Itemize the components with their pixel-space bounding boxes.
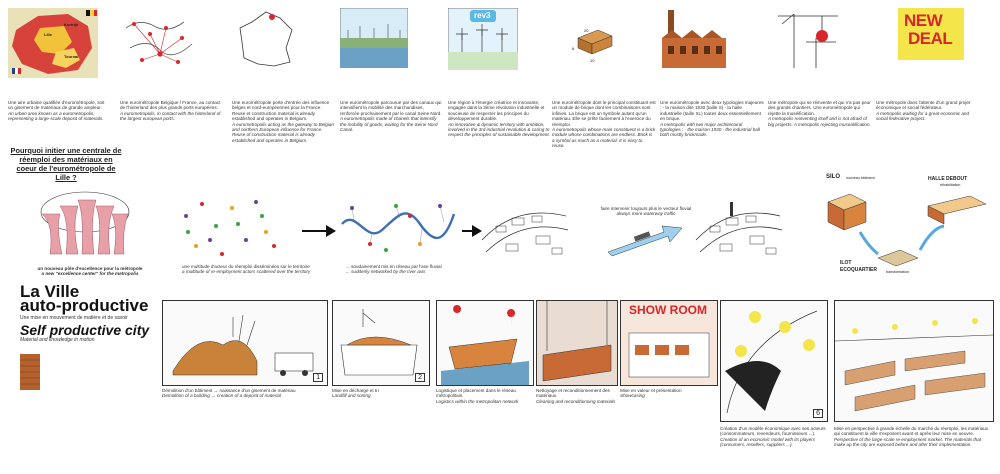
caption-7: Une eurométropole avec deux typologies majeures : - la maison dite 1930 (taille S) - la halle industrielle (taille XL) toutes deux essentiellement en brique. A metropolis with two major architectural typologies : - the maison 1930 - the industrial hall both mostly brickmade. xyxy=(660,100,764,138)
title-line2: auto-productive xyxy=(20,296,149,315)
new-deal-line1: NEW xyxy=(904,11,943,30)
title-sub-fr: Une mise en mouvement de matière et de savoir xyxy=(20,315,128,321)
step-7-caption: Mise en perspective à grande échelle du marché du réemploi, les matériaux qui constituent la ville s'exposent avant et après leur mise en oeuvre. Perspective of the large-scale re-employment market. The materials that make up the city are exposed before and after their implementation. xyxy=(834,426,989,448)
step-5-caption: Mise en valeur et présentation Showcasing xyxy=(620,388,682,399)
ports-network-tile xyxy=(120,8,200,78)
arrow-right-icon xyxy=(302,224,336,238)
rev3-tile xyxy=(448,8,518,70)
key-question: Pourquoi initier une centrale de réemploi des matériaux en coeur de l'eurométropole de Lille ? xyxy=(10,146,122,182)
caption-5: Une région à l'énergie créatrice et innovante, engagée dans la 3ème révolution industrielle et soucieuse de respecter les principes du développement durable. An innovative & dynamic territory with ambition, involved in the 3rd industrial revolution & caring to respect the principles of sustainable development. xyxy=(448,100,550,138)
caption-6: Une eurométropole dont le principal constituant est un module de brique dont les combinaisons sont infinies. La brique est un symbole autant qu'un matériau. Elle se prête facilement à l'exercice du réemploi. A eurometropolis whose main constituent is a brick module whose combinations are endless. Brick is a symbol as much as a material. It is easy to reuse. xyxy=(552,100,656,149)
rev3-logo: rev3 xyxy=(474,11,491,20)
step-4-cleaning-sketch xyxy=(536,300,618,386)
caption-2: Une eurométropole Belgique / France, au contact de l'hinterland des plus grands ports européens. A eurometropolis, in contact with the hinterland of the largest european ports. xyxy=(120,100,221,122)
new-deal-tile xyxy=(898,8,964,60)
hub-caption: un nouveau pôle d'excellence pour la métropole a new "excellence center" for the metropolis xyxy=(37,266,143,277)
step-2-number: 2 xyxy=(415,373,425,382)
step-3-caption: Logistique et placement dans le réseau métropolitain. Logistics within the metropolitan network xyxy=(436,388,519,404)
new-deal-line2: DEAL xyxy=(908,29,953,48)
step-2-landfill-sketch xyxy=(332,300,430,386)
ilot-label: ILOT xyxy=(840,260,852,266)
network-caption: ... soudainement mis en réseau par l'axe fluvial ... suddenly networked by the river axis xyxy=(346,264,442,275)
caption-4: Une eurométropole parcourue par des canaux qui intensifient la mobilité des marchandises, renforcée prochainement par le canal Seine Nord. A eurometropolis made of chanels that intensify the mobility of goods, waiting for the Seine Nord Canal. xyxy=(340,100,442,133)
silo-halle-ilot-sketch xyxy=(820,172,992,280)
brick-dim-10: 10 xyxy=(590,58,595,63)
map-label-kortrijk: Kortrijk xyxy=(64,22,79,27)
title-line1: La Ville xyxy=(20,282,80,301)
aerial-sketch-1 xyxy=(476,196,572,270)
france-map-tile xyxy=(236,8,296,70)
step-6-number: 6 xyxy=(813,409,823,418)
factory-tile xyxy=(660,8,728,70)
step-3-logistics-sketch xyxy=(436,300,534,386)
map-label-lille: Lille xyxy=(44,32,53,37)
title-en: Self productive city xyxy=(20,322,150,338)
map-label-tournai: Tournai xyxy=(64,54,79,59)
canal-tile xyxy=(340,8,408,68)
silo-label: SILO xyxy=(826,174,841,180)
step-7-perspective-sketch xyxy=(834,300,994,422)
step-1-caption: Démolition d'un bâtiment → naissance d'un gisement de matériau Demolition of a building → creation of a deposit of material xyxy=(162,388,296,399)
aerial-sketch-2 xyxy=(690,196,786,270)
scattered-caption: une multitude d'acteur du réemploi disséminées sur le territoire a multitude of re-employment actors scattered over the territory xyxy=(182,264,311,275)
brick-tower-icon xyxy=(18,352,42,392)
brick-dim-6: 6 xyxy=(572,46,575,51)
waterway-caption: faire intervenir toujours plus le vecteur fluvial always more waterway traffic xyxy=(600,206,692,217)
waterway-arrow-sketch xyxy=(604,218,684,258)
step-1-demolition-sketch xyxy=(162,300,328,386)
caption-3: Une eurométropole porte d'entrée des influence belges et nord-européennes pour la France. Reuse et construction material is already established and operates in Belgium. A eurometropolis acting as the gateway to Belgian and northern European influence for France. Reuse of construction material is already established and operates in Belgium. xyxy=(232,100,334,143)
brick-dim-20: 20 xyxy=(584,28,589,33)
river-network-diagram xyxy=(340,194,456,264)
crane-tile xyxy=(772,8,842,70)
step-2-caption: Mise en décharge et tri Landfill and sorting xyxy=(332,388,379,399)
step-1-number: 1 xyxy=(313,373,323,382)
step-6-caption: Création d'un modèle économique avec ses acteurs (consommateurs, revendeurs, fournisseurs ...). Creation of an economic model with its players (consumers, resellers, suppliers ...). xyxy=(720,426,826,448)
map-tile-eurometropole xyxy=(8,8,98,78)
caption-1: Une aire urbaine qualifiée d'eurométropole, soit un gisement de matériaux de grande ampleur. An urban area known as a eurometropolis, representing a large-scale deposit of materials. xyxy=(8,100,105,122)
caption-8: Une métropole qui se réinvente et qui n'a pas peur des grands chantiers. Une eurométropole qui rejette la muséification. A metropolis reinventing itself and is not afraid of big projects. A metropolis rejecting musealification. xyxy=(768,100,871,127)
step-5-showroom-sketch xyxy=(620,300,718,386)
title-sub-en: Material and knowledge in motion xyxy=(20,337,95,343)
ecoquartier-label: ECOQUARTIER xyxy=(840,267,877,273)
silo-sub: nouveau bâtiment xyxy=(846,176,875,180)
step-4-caption: Nettoyage et reconditionnement des matériaux. Cleaning and reconditionning materials xyxy=(536,388,616,404)
excellence-hub-sketch xyxy=(20,184,150,264)
scattered-actors-diagram xyxy=(176,196,286,262)
brick-tile xyxy=(570,8,618,66)
step-6-economic-model-sketch xyxy=(720,300,828,422)
halle-label: HALLE DEBOUT xyxy=(928,176,968,182)
caption-9: Une métropole dans l'attente d'un grand projet économique et social fédérateur. A metropolis waiting for a great economic and social federative project. xyxy=(876,100,971,122)
halle-sub: réhabilitation xyxy=(940,183,961,187)
ilot-sub: transformation xyxy=(886,270,909,274)
showroom-sign: SHOW ROOM xyxy=(629,303,707,317)
